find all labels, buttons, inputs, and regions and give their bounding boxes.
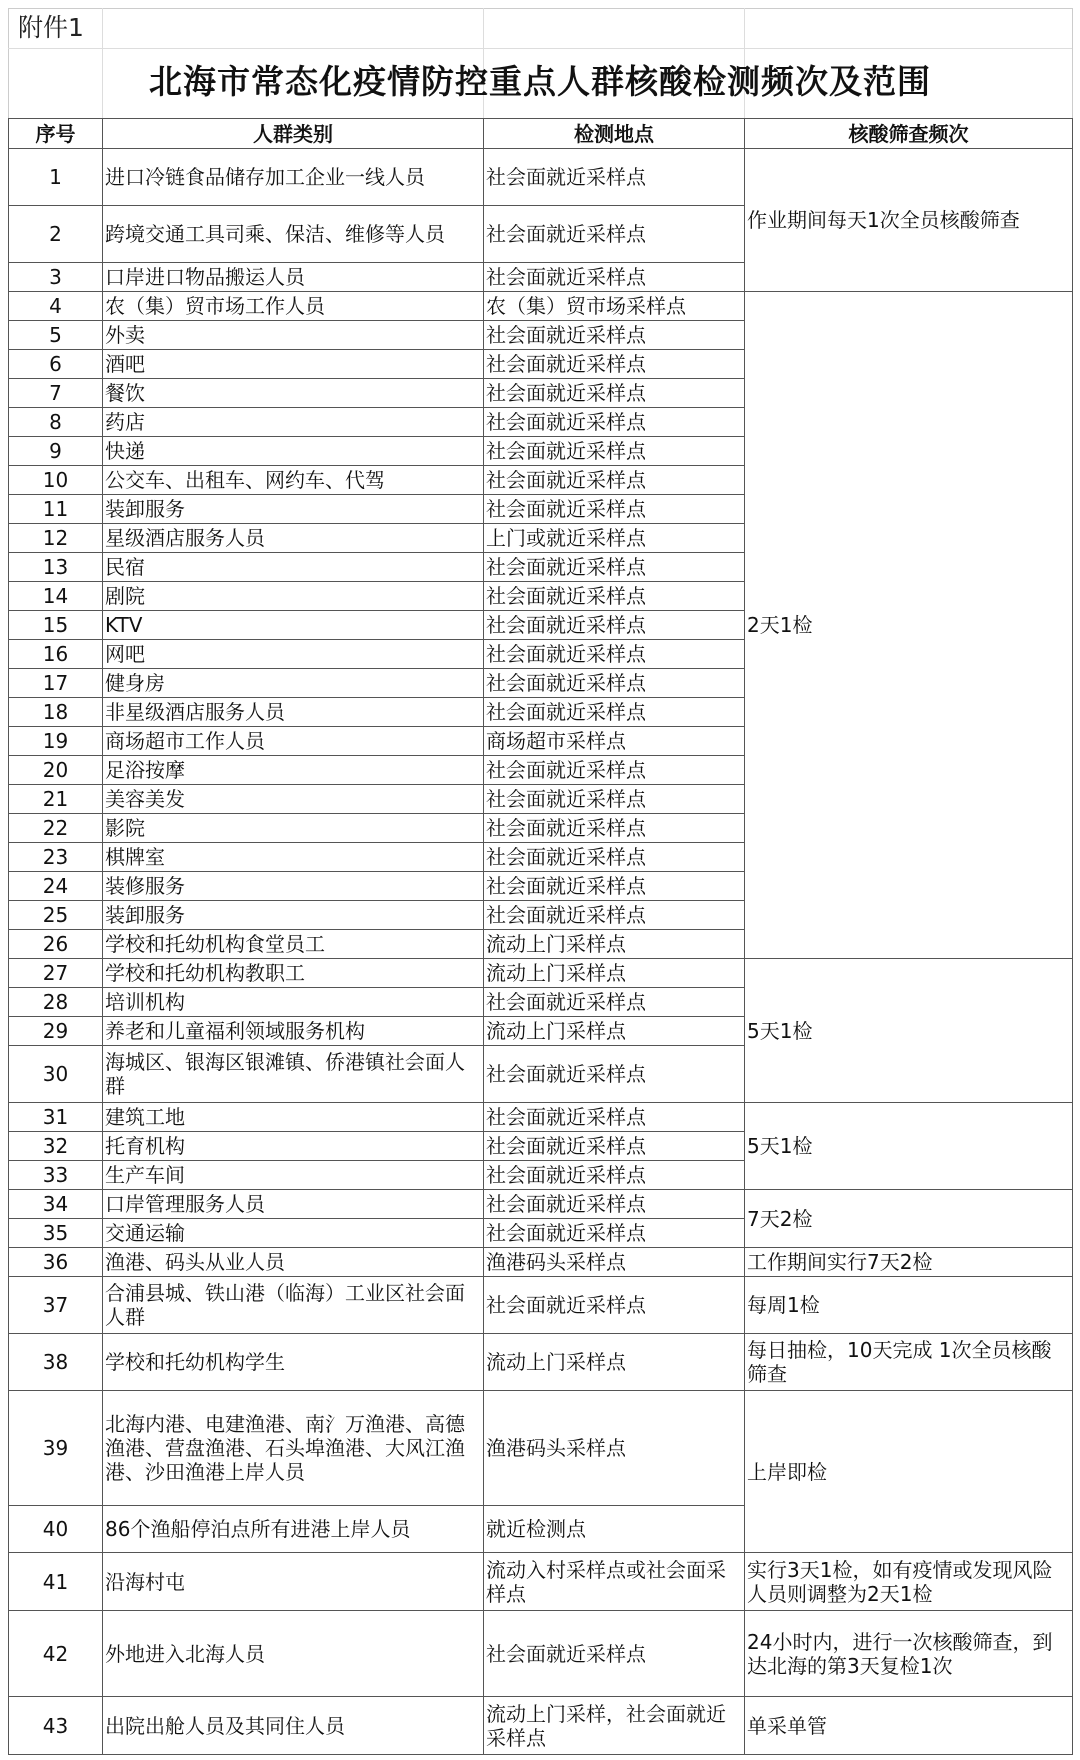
row-category: 美容美发 (103, 785, 484, 814)
row-category: 学校和托幼机构学生 (103, 1334, 484, 1391)
row-location: 社会面就近采样点 (484, 698, 745, 727)
row-no: 38 (9, 1334, 103, 1391)
row-location: 社会面就近采样点 (484, 872, 745, 901)
row-location: 农（集）贸市场采样点 (484, 292, 745, 321)
row-no: 9 (9, 437, 103, 466)
row-no: 17 (9, 669, 103, 698)
row-category: 网吧 (103, 640, 484, 669)
row-location: 社会面就近采样点 (484, 1103, 745, 1132)
row-category: 民宿 (103, 553, 484, 582)
row-location: 社会面就近采样点 (484, 843, 745, 872)
row-frequency: 上岸即检 (745, 1391, 1073, 1553)
row-location: 社会面就近采样点 (484, 1611, 745, 1697)
row-no: 29 (9, 1017, 103, 1046)
row-location: 社会面就近采样点 (484, 611, 745, 640)
row-no: 36 (9, 1248, 103, 1277)
row-location: 流动上门采样点 (484, 1017, 745, 1046)
row-no: 35 (9, 1219, 103, 1248)
row-category: 沿海村屯 (103, 1553, 484, 1611)
row-location: 社会面就近采样点 (484, 1190, 745, 1219)
row-category: 海城区、银海区银滩镇、侨港镇社会面人群 (103, 1046, 484, 1103)
row-frequency: 单采单管 (745, 1697, 1073, 1755)
row-frequency: 每日抽检，10天完成 1次全员核酸筛查 (745, 1334, 1073, 1391)
row-location: 社会面就近采样点 (484, 206, 745, 263)
row-frequency: 作业期间每天1次全员核酸筛查 (745, 149, 1073, 292)
table-row (9, 1611, 1073, 1697)
row-location: 社会面就近采样点 (484, 756, 745, 785)
row-location: 社会面就近采样点 (484, 1046, 745, 1103)
row-category: 养老和儿童福利领域服务机构 (103, 1017, 484, 1046)
row-location: 流动上门采样，社会面就近采样点 (484, 1697, 745, 1755)
row-category: 86个渔船停泊点所有进港上岸人员 (103, 1506, 484, 1553)
row-category: 影院 (103, 814, 484, 843)
row-no: 21 (9, 785, 103, 814)
row-no: 2 (9, 206, 103, 263)
row-category: 商场超市工作人员 (103, 727, 484, 756)
row-location: 就近检测点 (484, 1506, 745, 1553)
table-row (9, 1277, 1073, 1334)
row-location: 渔港码头采样点 (484, 1391, 745, 1506)
row-location: 流动入村采样点或社会面采样点 (484, 1553, 745, 1611)
row-no: 24 (9, 872, 103, 901)
header-location: 检测地点 (484, 119, 745, 149)
row-frequency: 24小时内，进行一次核酸筛查，到达北海的第3天复检1次 (745, 1611, 1073, 1697)
row-category: 学校和托幼机构食堂员工 (103, 930, 484, 959)
row-no: 1 (9, 149, 103, 206)
table-row (9, 1391, 1073, 1506)
table-header-row (9, 119, 1073, 149)
row-location: 流动上门采样点 (484, 959, 745, 988)
row-frequency: 每周1检 (745, 1277, 1073, 1334)
row-no: 33 (9, 1161, 103, 1190)
row-category: 快递 (103, 437, 484, 466)
row-category: 装卸服务 (103, 901, 484, 930)
row-no: 26 (9, 930, 103, 959)
row-frequency: 7天2检 (745, 1190, 1073, 1248)
table-row (9, 1334, 1073, 1391)
row-location: 社会面就近采样点 (484, 814, 745, 843)
table-row (9, 1103, 1073, 1132)
row-category: 酒吧 (103, 350, 484, 379)
row-location: 社会面就近采样点 (484, 1277, 745, 1334)
row-category: 北海内港、电建渔港、南氵万渔港、高德渔港、营盘渔港、石头埠渔港、大风江渔港、沙田渔港上岸人员 (103, 1391, 484, 1506)
row-category: 外卖 (103, 321, 484, 350)
row-location: 社会面就近采样点 (484, 263, 745, 292)
row-category: 培训机构 (103, 988, 484, 1017)
row-location: 渔港码头采样点 (484, 1248, 745, 1277)
row-category: 棋牌室 (103, 843, 484, 872)
row-location: 社会面就近采样点 (484, 1161, 745, 1190)
row-no: 12 (9, 524, 103, 553)
header-gridline (8, 48, 1072, 49)
row-location: 社会面就近采样点 (484, 582, 745, 611)
row-no: 32 (9, 1132, 103, 1161)
row-location: 社会面就近采样点 (484, 437, 745, 466)
row-category: 托育机构 (103, 1132, 484, 1161)
table-row (9, 1190, 1073, 1219)
header-no: 序号 (9, 119, 103, 149)
row-no: 20 (9, 756, 103, 785)
row-category: 进口冷链食品储存加工企业一线人员 (103, 149, 484, 206)
row-no: 16 (9, 640, 103, 669)
document-title: 北海市常态化疫情防控重点人群核酸检测频次及范围 (149, 62, 931, 101)
row-no: 39 (9, 1391, 103, 1506)
row-no: 42 (9, 1611, 103, 1697)
row-category: 口岸进口物品搬运人员 (103, 263, 484, 292)
row-no: 31 (9, 1103, 103, 1132)
testing-frequency-table (8, 118, 1073, 1755)
row-location: 社会面就近采样点 (484, 408, 745, 437)
row-no: 27 (9, 959, 103, 988)
table-row (9, 959, 1073, 988)
row-no: 10 (9, 466, 103, 495)
row-location: 社会面就近采样点 (484, 553, 745, 582)
row-category: 装卸服务 (103, 495, 484, 524)
row-category: 餐饮 (103, 379, 484, 408)
row-frequency: 5天1检 (745, 959, 1073, 1103)
row-location: 上门或就近采样点 (484, 524, 745, 553)
row-no: 8 (9, 408, 103, 437)
table-row (9, 1248, 1073, 1277)
row-no: 28 (9, 988, 103, 1017)
table-row (9, 149, 1073, 206)
row-location: 社会面就近采样点 (484, 495, 745, 524)
row-no: 25 (9, 901, 103, 930)
row-no: 41 (9, 1553, 103, 1611)
row-no: 6 (9, 350, 103, 379)
row-category: 渔港、码头从业人员 (103, 1248, 484, 1277)
row-category: 外地进入北海人员 (103, 1611, 484, 1697)
row-no: 15 (9, 611, 103, 640)
row-location: 社会面就近采样点 (484, 149, 745, 206)
row-no: 37 (9, 1277, 103, 1334)
row-category: 学校和托幼机构教职工 (103, 959, 484, 988)
row-no: 23 (9, 843, 103, 872)
row-category: 出院出舱人员及其同住人员 (103, 1697, 484, 1755)
row-location: 社会面就近采样点 (484, 988, 745, 1017)
row-location: 流动上门采样点 (484, 1334, 745, 1391)
row-category: 健身房 (103, 669, 484, 698)
row-frequency: 实行3天1检，如有疫情或发现风险人员则调整为2天1检 (745, 1553, 1073, 1611)
row-category: 足浴按摩 (103, 756, 484, 785)
row-category: 非星级酒店服务人员 (103, 698, 484, 727)
row-location: 社会面就近采样点 (484, 350, 745, 379)
row-location: 社会面就近采样点 (484, 669, 745, 698)
row-category: 跨境交通工具司乘、保洁、维修等人员 (103, 206, 484, 263)
row-location: 流动上门采样点 (484, 930, 745, 959)
row-category: 星级酒店服务人员 (103, 524, 484, 553)
row-category: 剧院 (103, 582, 484, 611)
row-frequency: 5天1检 (745, 1103, 1073, 1190)
table-row (9, 1553, 1073, 1611)
row-frequency: 2天1检 (745, 292, 1073, 959)
row-location: 社会面就近采样点 (484, 321, 745, 350)
row-location: 社会面就近采样点 (484, 640, 745, 669)
row-location: 社会面就近采样点 (484, 901, 745, 930)
attachment-label: 附件1 (18, 13, 84, 42)
row-no: 18 (9, 698, 103, 727)
row-no: 14 (9, 582, 103, 611)
row-location: 社会面就近采样点 (484, 466, 745, 495)
header-frequency: 核酸筛查频次 (745, 119, 1073, 149)
row-no: 43 (9, 1697, 103, 1755)
row-no: 5 (9, 321, 103, 350)
row-no: 4 (9, 292, 103, 321)
row-category: 药店 (103, 408, 484, 437)
row-category: 公交车、出租车、网约车、代驾 (103, 466, 484, 495)
row-no: 40 (9, 1506, 103, 1553)
row-frequency: 工作期间实行7天2检 (745, 1248, 1073, 1277)
row-no: 30 (9, 1046, 103, 1103)
row-location: 社会面就近采样点 (484, 785, 745, 814)
row-no: 13 (9, 553, 103, 582)
row-category: 合浦县城、铁山港（临海）工业区社会面人群 (103, 1277, 484, 1334)
row-category: KTV (103, 611, 484, 640)
row-location: 社会面就近采样点 (484, 1132, 745, 1161)
row-no: 7 (9, 379, 103, 408)
row-no: 19 (9, 727, 103, 756)
row-category: 生产车间 (103, 1161, 484, 1190)
row-category: 建筑工地 (103, 1103, 484, 1132)
row-no: 34 (9, 1190, 103, 1219)
row-location: 社会面就近采样点 (484, 379, 745, 408)
row-category: 口岸管理服务人员 (103, 1190, 484, 1219)
row-location: 社会面就近采样点 (484, 1219, 745, 1248)
table-row (9, 292, 1073, 321)
row-location: 商场超市采样点 (484, 727, 745, 756)
row-category: 装修服务 (103, 872, 484, 901)
row-no: 3 (9, 263, 103, 292)
row-category: 交通运输 (103, 1219, 484, 1248)
row-category: 农（集）贸市场工作人员 (103, 292, 484, 321)
row-no: 22 (9, 814, 103, 843)
header-category: 人群类别 (103, 119, 484, 149)
table-row (9, 1697, 1073, 1755)
row-no: 11 (9, 495, 103, 524)
